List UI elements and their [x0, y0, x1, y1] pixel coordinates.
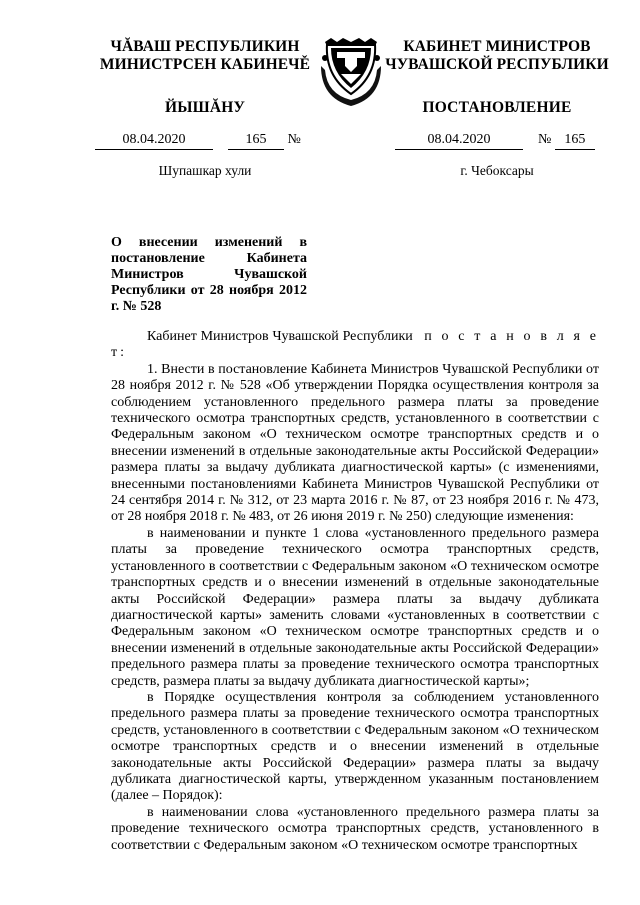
org-name-line-2: МИНИСТРСЕН КАБИНЕЧĚ: [99, 56, 311, 73]
date-number-line-right: [395, 131, 595, 149]
document-number: 165: [228, 131, 284, 150]
document-kind: ПОСТАНОВЛЕНИЕ: [422, 99, 572, 116]
header-right-russian: [384, 38, 610, 117]
document-kind: ЙЫШĂНУ: [164, 99, 246, 116]
body-paragraph: в Порядке осуществления контроля за соблюдением установленного предельного размера платы за проведение технического осмотра транспортных средств, установленного в соответствии с Федеральным законом «О техническом осмотре транспортных средств и о внесении изменений в отдельные законодательные акты Российской Федерации» размера платы за выдачу дубликата диагностической карты, утвержденном указанным постановлением (далее – Порядок):: [111, 689, 599, 804]
number-sign: №: [287, 132, 301, 147]
body-paragraph: в наименовании слова «установленного предельного размера платы за проведение технического осмотра транспортных средств, установленного в соответствии с Федеральным законом «О техническом осмотре транспортных: [111, 804, 599, 853]
org-name-line-1: ЧĂВАШ РЕСПУБЛИКИН: [110, 38, 300, 55]
date-number-line-left: [95, 131, 317, 149]
document-date: 08.04.2020: [95, 131, 213, 150]
body-paragraph: в наименовании и пункте 1 слова «установленного предельного размера платы за проведение технического осмотра транспортных средств, установленного в соответствии с Федеральным законом «О техническом осмотре транспортных средств и о внесении изменений в отдельные законодательные акты Российской Федерации» размера платы за выдачу дубликата диагностической карты» заменить словами «установленных в соответствии с Федеральным законом «О техническом осмотре транспортных средств и о внесении изменений в отдельные законодательные акты Российской Федерации» предельного размера платы за проведение технического осмотра транспортных средств, размера платы за выдачу дубликата диагностической карты»;: [111, 525, 599, 689]
body-paragraph: 1. Внести в постановление Кабинета Министров Чувашской Республики от 28 ноября 2012 г. № 528 «Об утверждении Порядка осуществления контроля за соблюдением установленного предельного размера платы за проведение технического осмотра транспортных средств, установленного в соответствии с Федеральным законом «О техническом осмотре транспортных средств и о внесении изменений в отдельные законодательные акты Российской Федерации» размера платы за выдачу дубликата диагностической карты» (с изменениями, внесенными постановлениями Кабинета Министров Чувашской Республики от 24 сентября 2014 г. № 312, от 23 марта 2016 г. № 87, от 23 ноября 2016 г. № 473, от 28 ноября 2018 г. № 483, от 26 июня 2019 г. № 250) следующие изменения:: [111, 361, 599, 525]
place-of-issue-left: Шупашкар хули: [158, 163, 252, 178]
document-subject: О внесении изменений в постановление Кабинета Министров Чувашской Республики от 28 ноября 2012 г. № 528: [111, 235, 307, 314]
document-number: 165: [555, 131, 595, 150]
intro-paragraph: [111, 329, 599, 362]
org-name-line-1: КАБИНЕТ МИНИСТРОВ: [403, 38, 591, 55]
intro-text: Кабинет Министров Чувашской Республики: [147, 329, 413, 344]
place-of-issue-right: г. Чебоксары: [460, 163, 534, 178]
number-sign: №: [538, 132, 552, 147]
header-left-chuvash: [96, 38, 314, 117]
document-date: 08.04.2020: [395, 131, 523, 150]
chuvash-emblem-icon: [317, 36, 385, 108]
document-body: [111, 329, 599, 854]
org-name-line-2: ЧУВАШСКОЙ РЕСПУБЛИКИ: [385, 56, 609, 73]
decrees-word: п о с т а н о в л я е т:: [111, 329, 599, 361]
